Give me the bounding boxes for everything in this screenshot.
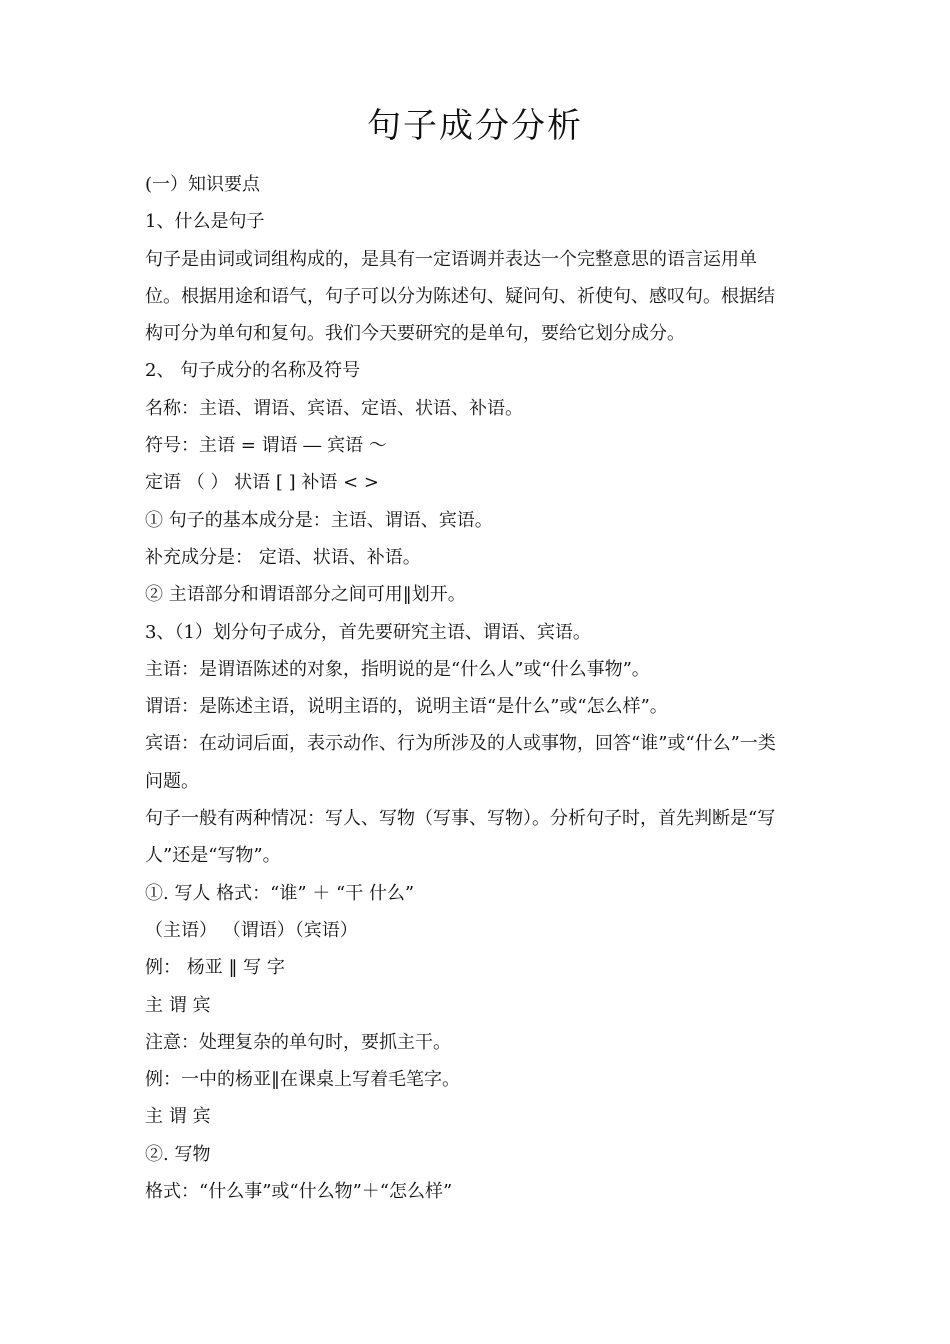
paragraph-line: 注意：处理复杂的单句时，要抓主干。 (145, 1031, 451, 1053)
paragraph-line: 句子一般有两种情况：写人、写物（写事、写物）。分析句子时，首先判断是“写 (145, 808, 776, 830)
section-heading: (一）知识要点 (145, 174, 261, 195)
paragraph-line: ②. 写物 (145, 1143, 211, 1165)
example-line: 主 谓 宾 (145, 994, 211, 1016)
paragraph-line: 宾语：在动词后面，表示动作、行为所涉及的人或事物，回答“谁”或“什么”一类 (145, 733, 776, 755)
paragraph-line: （主语） （谓语）（宾语） (145, 919, 358, 941)
document-body (145, 166, 809, 1210)
paragraph-line: 构可分为单句和复句。我们今天要研究的是单句，要给它划分成分。 (145, 323, 685, 345)
subsection-heading: 1、什么是句子 (145, 211, 265, 233)
paragraph-line: 符号：主语 = 谓语 ― 宾语 ～ (145, 435, 387, 457)
subsection-heading: 3、（1）划分句子成分，首先要研究主语、谓语、宾语。 (145, 621, 591, 643)
paragraph-line: ①. 写人 格式：“谁” ＋ “干 什么” (145, 882, 415, 904)
paragraph-line: 格式：“什么事”或“什么物”＋“怎么样” (145, 1181, 453, 1203)
example-line: 主 谓 宾 (145, 1106, 211, 1128)
paragraph-line: 补充成分是： 定语、状语、补语。 (145, 546, 421, 568)
paragraph-line: ① 句子的基本成分是：主语、谓语、宾语。 (145, 509, 493, 531)
paragraph-line: 名称：主语、谓语、宾语、定语、状语、补语。 (145, 397, 523, 419)
paragraph-line: 谓语：是陈述主语，说明主语的，说明主语“是什么”或“怎么样”。 (145, 696, 668, 718)
paragraph-line: 定语 （ ） 状语 [ ] 补语 < > (145, 472, 379, 494)
subsection-heading: 2、 句子成分的名称及符号 (145, 360, 361, 382)
paragraph-line: 位。根据用途和语气，句子可以分为陈述句、疑问句、祈使句、感叹句。根据结 (145, 285, 775, 307)
paragraph-line: 人”还是“写物”。 (145, 845, 281, 867)
paragraph-line: 句子是由词或词组构成的，是具有一定语调并表达一个完整意思的语言运用单 (145, 248, 757, 270)
paragraph-line: 问题。 (145, 770, 199, 792)
example-line: 例：一中的杨亚‖在课桌上写着毛笔字。 (145, 1069, 460, 1091)
paragraph-line: ② 主语部分和谓语部分之间可用‖划开。 (145, 584, 466, 606)
paragraph-line: 主语：是谓语陈述的对象，指明说的是“什么人”或“什么事物”。 (145, 658, 650, 680)
example-line: 例： 杨亚 ‖ 写 字 (145, 957, 285, 979)
document-title: 句子成分分析 (367, 106, 583, 146)
